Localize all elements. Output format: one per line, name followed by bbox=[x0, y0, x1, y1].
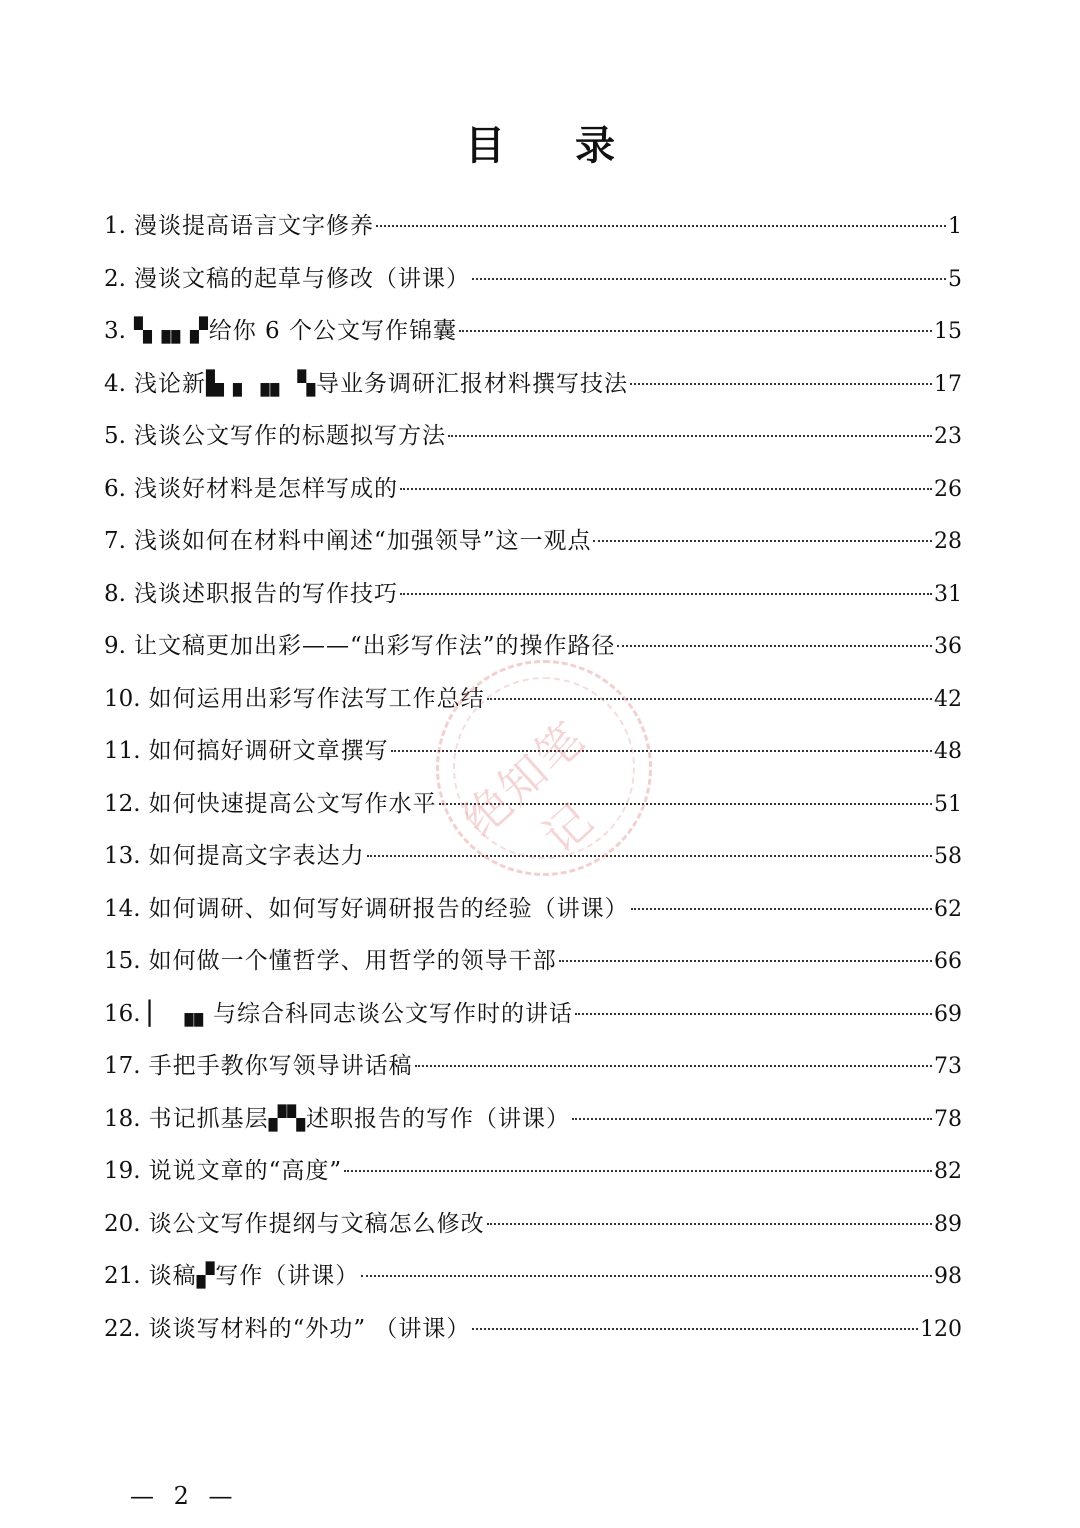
dot-leader bbox=[400, 488, 932, 490]
toc-entry-page: 66 bbox=[934, 949, 962, 974]
toc-entry bbox=[104, 833, 962, 886]
toc-entry bbox=[104, 361, 962, 414]
toc-entry-page: 15 bbox=[934, 319, 962, 344]
page-number-footer: — 2 — bbox=[130, 1482, 239, 1510]
toc-entry-number: 9. bbox=[104, 633, 126, 659]
toc-entry-title: 如何搞好调研文章撰写 bbox=[148, 738, 389, 764]
toc-entry-title: 浅谈好材料是怎样写成的 bbox=[133, 475, 398, 502]
toc-entry bbox=[104, 1201, 962, 1254]
dot-leader bbox=[487, 1223, 932, 1225]
toc-entry-title: 如何做一个懂哲学、用哲学的领导干部 bbox=[148, 948, 557, 974]
toc-entry-number: 3. bbox=[104, 318, 126, 344]
toc-entry-number: 14. bbox=[104, 895, 141, 922]
toc-entry-page: 1 bbox=[948, 214, 962, 239]
toc-entry bbox=[104, 676, 962, 729]
toc-entry-page: 58 bbox=[934, 844, 962, 869]
toc-entry bbox=[104, 991, 962, 1044]
dot-leader bbox=[631, 908, 932, 910]
dot-leader bbox=[459, 330, 932, 332]
toc-entry-page: 17 bbox=[934, 371, 962, 397]
toc-entry-title: ▏ ▗▖与综合科同志谈公文写作时的讲话 bbox=[148, 1000, 573, 1027]
toc-entry bbox=[104, 203, 962, 256]
toc-entry-number: 6. bbox=[104, 475, 126, 502]
toc-entry-page: 69 bbox=[934, 1001, 962, 1027]
dot-leader bbox=[559, 960, 932, 962]
page-title: 目 录 bbox=[465, 122, 643, 169]
toc-entry-title: 如何提高文字表达力 bbox=[148, 843, 365, 869]
toc-entry-number: 18. bbox=[104, 1105, 141, 1132]
toc-entry-page: 98 bbox=[934, 1264, 962, 1289]
toc-entry-title: 漫谈提高语言文字修养 bbox=[133, 213, 374, 239]
toc-entry-title: 浅谈述职报告的写作技巧 bbox=[133, 580, 398, 607]
toc-entry-page: 36 bbox=[934, 634, 962, 659]
toc-entry bbox=[104, 256, 962, 309]
toc-entry-number: 1. bbox=[104, 213, 126, 239]
toc-entry-number: 20. bbox=[104, 1210, 141, 1237]
toc-entry-number: 7. bbox=[104, 528, 126, 554]
dot-leader bbox=[575, 1013, 932, 1015]
toc-entry-title: 如何调研、如何写好调研报告的经验（讲课） bbox=[148, 895, 629, 922]
dot-leader bbox=[344, 1170, 932, 1172]
dot-leader bbox=[439, 803, 932, 805]
toc-entry-number: 12. bbox=[104, 790, 141, 817]
toc-entry-title: 如何快速提高公文写作水平 bbox=[148, 790, 437, 817]
toc-entry-number: 10. bbox=[104, 685, 141, 712]
toc-entry-page: 89 bbox=[934, 1211, 962, 1237]
dot-leader bbox=[376, 225, 946, 227]
toc-entry-page: 78 bbox=[934, 1106, 962, 1132]
toc-entry-title: 谈谈写材料的“外功” （讲课） bbox=[148, 1315, 471, 1342]
toc-entry-title: 让文稿更加出彩——“出彩写作法”的操作路径 bbox=[133, 633, 616, 659]
toc-entry bbox=[104, 308, 962, 361]
dot-leader bbox=[472, 278, 946, 280]
toc-entry-page: 5 bbox=[948, 266, 962, 292]
toc-entry-page: 23 bbox=[934, 424, 962, 449]
toc-entry bbox=[104, 571, 962, 624]
toc-entry-page: 48 bbox=[934, 739, 962, 764]
dot-leader bbox=[400, 593, 932, 595]
toc-entry-title: 谈稿▞写作（讲课） bbox=[148, 1263, 360, 1289]
toc-entry bbox=[104, 518, 962, 571]
toc-entry-title: 浅论新▙ ▖▗▖ ▚导业务调研汇报材料撰写技法 bbox=[133, 370, 629, 397]
toc-entry bbox=[104, 728, 962, 781]
toc-entry-title: 书记抓基层▞▚述职报告的写作（讲课） bbox=[148, 1105, 570, 1132]
toc-entry-page: 26 bbox=[934, 476, 962, 502]
dot-leader bbox=[617, 645, 932, 647]
toc-entry-number: 19. bbox=[104, 1158, 141, 1184]
toc-entry-page: 42 bbox=[934, 686, 962, 712]
dot-leader bbox=[630, 383, 932, 385]
toc-entry bbox=[104, 413, 962, 466]
toc-entry-page: 120 bbox=[920, 1316, 962, 1342]
toc-entry bbox=[104, 886, 962, 939]
dot-leader bbox=[361, 1275, 932, 1277]
toc-entry bbox=[104, 938, 962, 991]
toc-entry-page: 31 bbox=[934, 581, 962, 607]
toc-entry-number: 8. bbox=[104, 580, 126, 607]
toc-entry-title: 手把手教你写领导讲话稿 bbox=[148, 1053, 413, 1079]
toc-entry-number: 5. bbox=[104, 423, 126, 449]
toc-entry-title: 浅谈如何在材料中阐述“加强领导”这一观点 bbox=[133, 528, 592, 554]
toc-entry-title: 说说文章的“高度” bbox=[148, 1158, 343, 1184]
toc-entry bbox=[104, 781, 962, 834]
toc-entry-page: 51 bbox=[934, 791, 962, 817]
dot-leader bbox=[391, 750, 932, 752]
toc-entry bbox=[104, 1096, 962, 1149]
dot-leader bbox=[415, 1065, 932, 1067]
toc-entry-number: 17. bbox=[104, 1053, 141, 1079]
toc-entry bbox=[104, 466, 962, 519]
toc-entry-number: 21. bbox=[104, 1263, 141, 1289]
dot-leader bbox=[572, 1118, 932, 1120]
toc-entry-title: ▚▗▖▞给你 6 个公文写作锦囊 bbox=[133, 318, 457, 344]
toc-entry-number: 2. bbox=[104, 265, 126, 292]
table-of-contents bbox=[104, 203, 962, 1358]
toc-entry bbox=[104, 1148, 962, 1201]
watermark-text: 绝知笔记 bbox=[452, 710, 604, 864]
dot-leader bbox=[367, 855, 932, 857]
toc-entry-title: 漫谈文稿的起草与修改（讲课） bbox=[133, 265, 470, 292]
toc-entry-number: 16. bbox=[104, 1000, 141, 1027]
toc-entry-page: 82 bbox=[934, 1159, 962, 1184]
toc-entry-number: 4. bbox=[104, 370, 126, 397]
toc-entry bbox=[104, 1043, 962, 1096]
dot-leader bbox=[448, 435, 932, 437]
toc-entry-number: 22. bbox=[104, 1315, 141, 1342]
dot-leader bbox=[593, 540, 932, 542]
toc-entry bbox=[104, 1306, 962, 1359]
toc-entry-number: 13. bbox=[104, 843, 141, 869]
toc-entry-title: 如何运用出彩写作法写工作总结 bbox=[148, 685, 485, 712]
dot-leader bbox=[487, 698, 932, 700]
toc-entry-page: 62 bbox=[934, 896, 962, 922]
toc-entry-title: 浅谈公文写作的标题拟写方法 bbox=[133, 423, 446, 449]
dot-leader bbox=[472, 1328, 918, 1330]
toc-entry bbox=[104, 623, 962, 676]
toc-entry-page: 28 bbox=[934, 529, 962, 554]
toc-entry-page: 73 bbox=[934, 1054, 962, 1079]
toc-entry-number: 15. bbox=[104, 948, 141, 974]
toc-entry-number: 11. bbox=[104, 738, 141, 764]
toc-entry bbox=[104, 1253, 962, 1306]
toc-entry-title: 谈公文写作提纲与文稿怎么修改 bbox=[148, 1210, 485, 1237]
